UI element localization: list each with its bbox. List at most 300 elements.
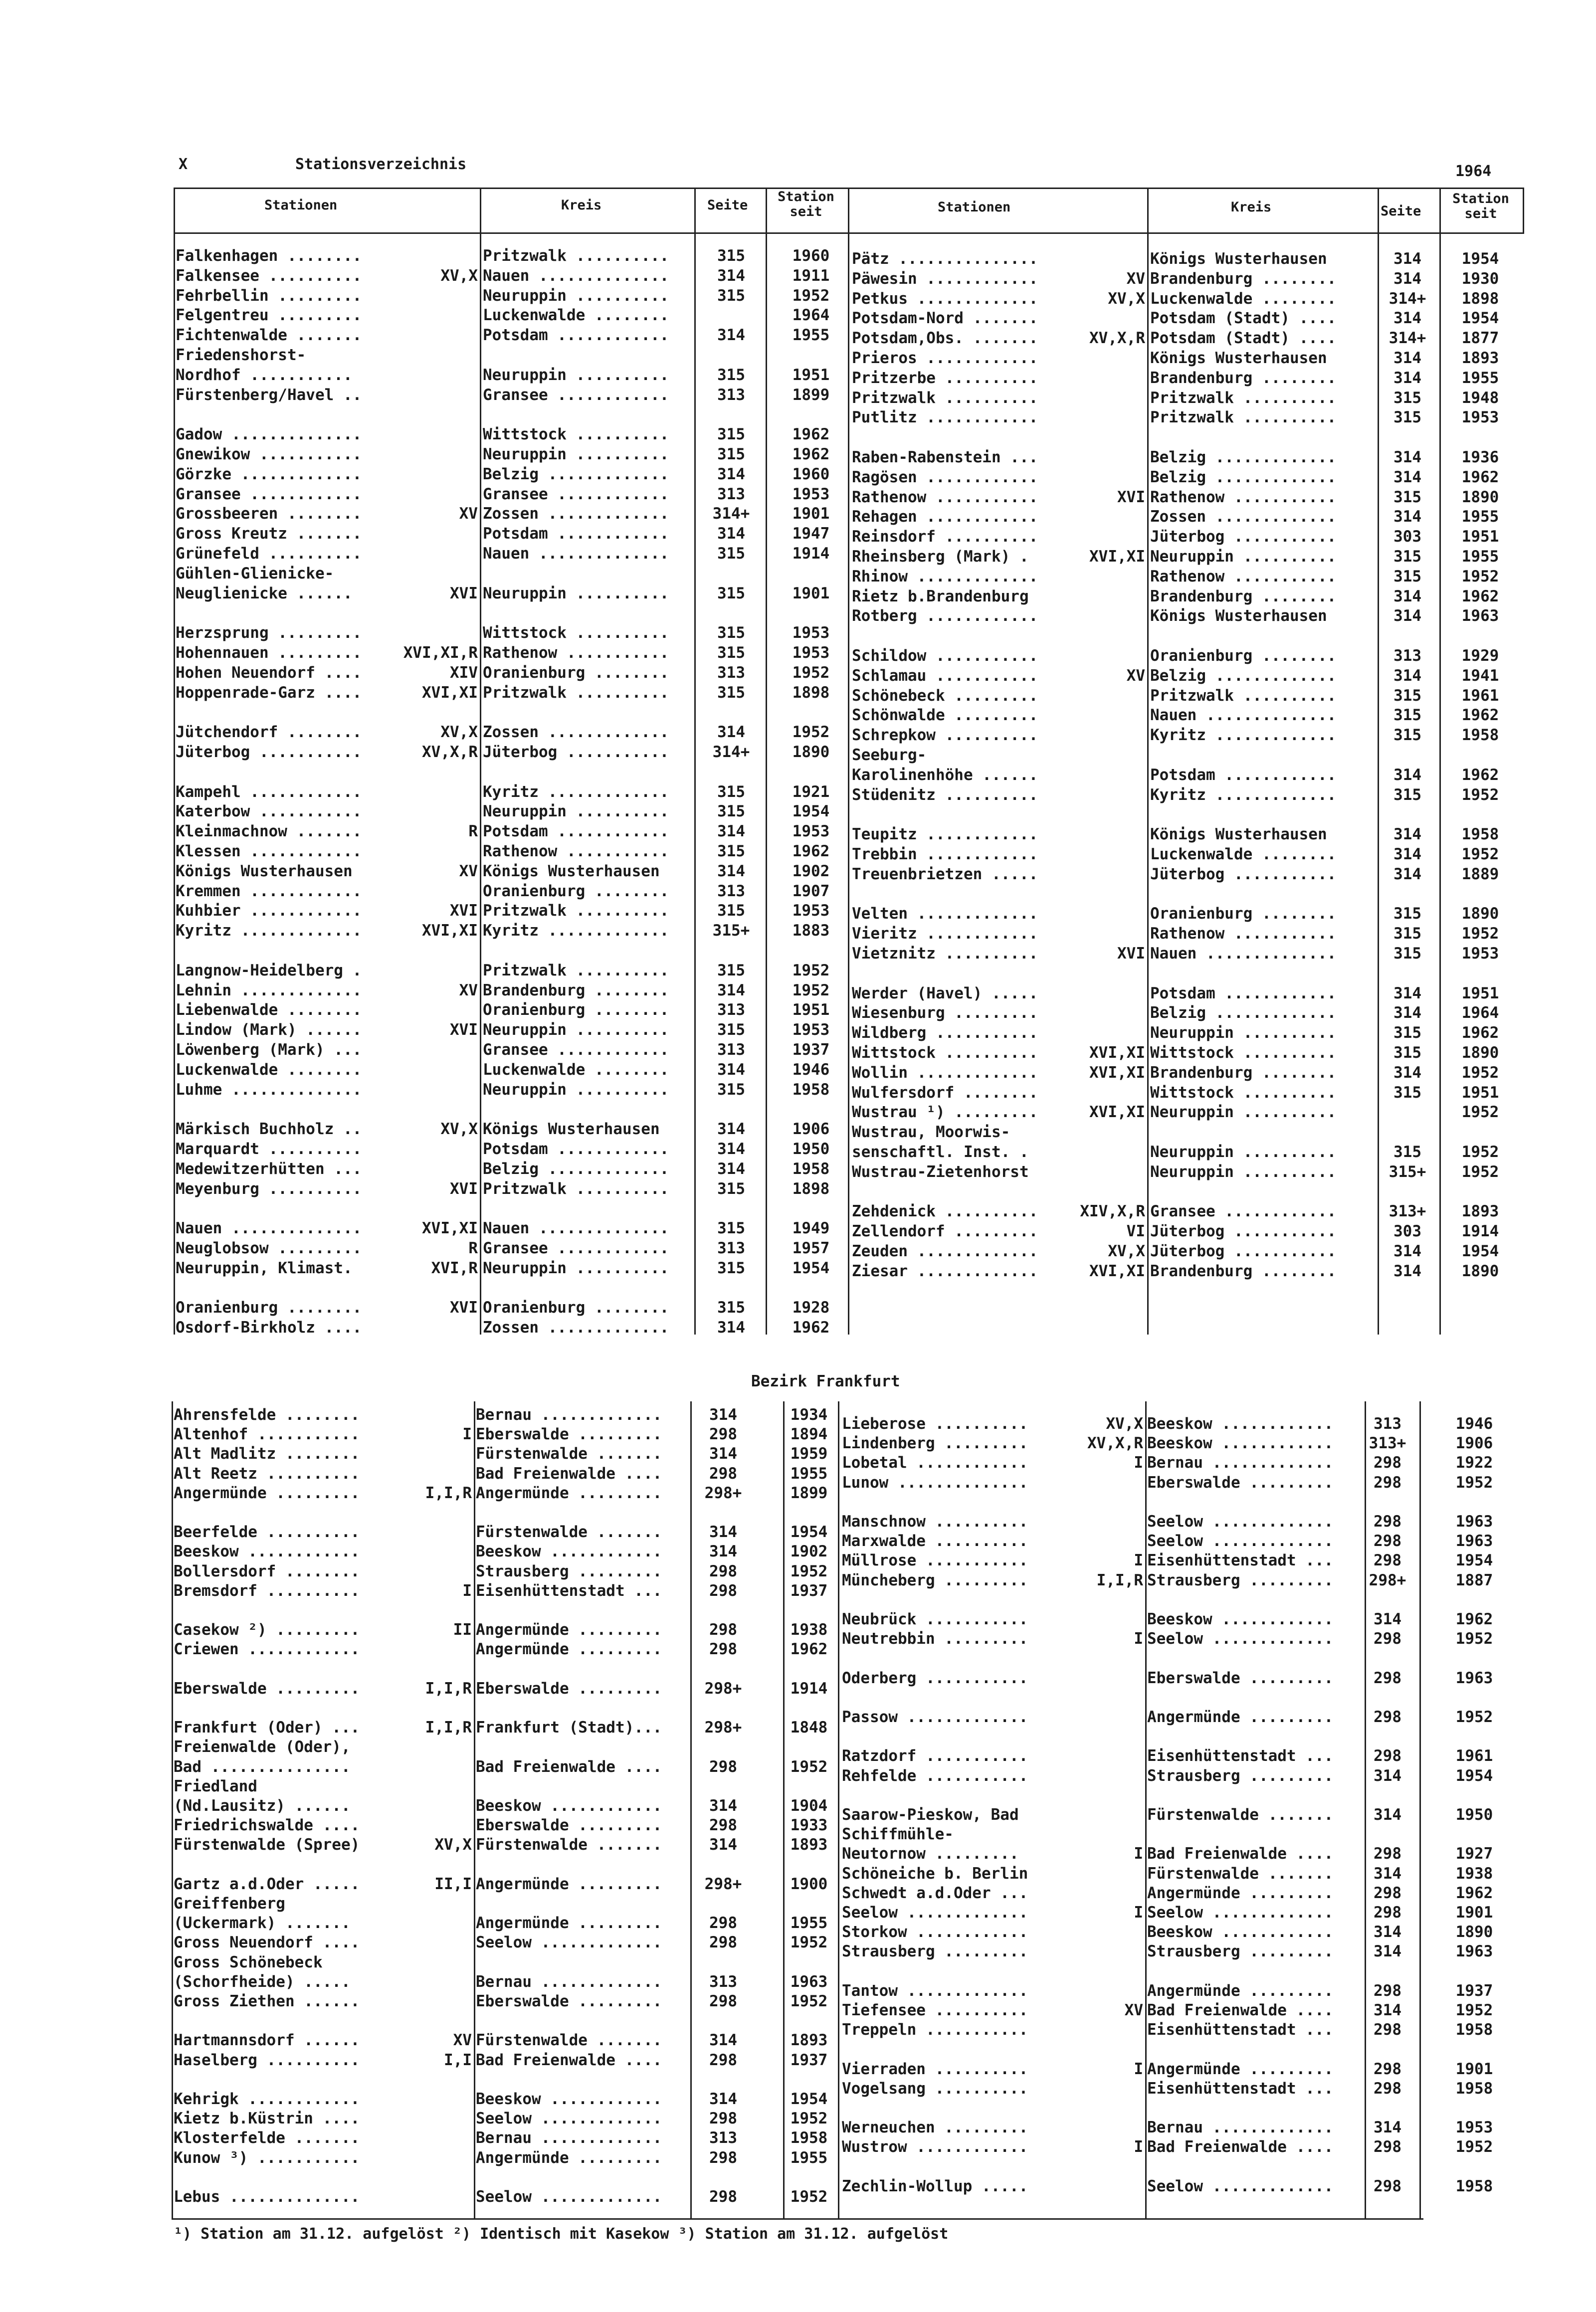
- seit-value: 1921: [792, 782, 830, 801]
- station-code: XV: [453, 2031, 472, 2050]
- seit-value: 1953: [1455, 2119, 1493, 2137]
- kreis-name: Zossen .............: [483, 505, 669, 523]
- station-code: XVI,XI: [1089, 1063, 1145, 1082]
- seite-value: 315: [717, 1299, 745, 1317]
- kreis-name: Brandenburg ........: [1150, 369, 1337, 387]
- seite-value: 314: [1394, 269, 1421, 288]
- kreis-name: Neuruppin ..........: [483, 286, 669, 305]
- kreis-name: Seelow .............: [1147, 1630, 1334, 1648]
- kreis-name: Neuruppin ..........: [483, 584, 669, 602]
- seite-value: 315: [717, 445, 745, 463]
- seit-value: 1954: [792, 1259, 830, 1277]
- kreis-name: Gransee ............: [483, 1041, 669, 1059]
- seite-value: 298: [1374, 1513, 1401, 1531]
- seit-value: 1954: [1461, 250, 1499, 268]
- station-name: Luckenwalde ........: [176, 1060, 362, 1079]
- station-code: XVI: [450, 1021, 478, 1039]
- seite-value: 315: [717, 644, 745, 662]
- station-name: Langnow-Heidelberg .: [176, 961, 362, 979]
- seite-value: 314: [1394, 1063, 1421, 1082]
- seit-value: 1934: [790, 1406, 828, 1424]
- kreis-name: Kyritz .............: [1150, 785, 1337, 804]
- seite-value: 314: [1394, 587, 1421, 605]
- table-row: [0, 1590, 1596, 1609]
- station-code: II: [453, 1621, 472, 1639]
- kreis-name: Brandenburg ........: [1150, 1063, 1337, 1082]
- station-name: Schiffmühle-: [842, 1825, 954, 1844]
- seit-value: 1954: [1455, 1766, 1493, 1785]
- station-code: XVI: [450, 1179, 478, 1198]
- seit-value: 1954: [1461, 1242, 1499, 1260]
- seite-value: 313+: [1369, 1434, 1406, 1453]
- station-code: XV: [459, 862, 478, 880]
- seit-value: 1952: [790, 1992, 828, 2010]
- station-name: Storkow ............: [842, 1923, 1028, 1941]
- seite-value: 315+: [1389, 1162, 1426, 1181]
- seite-value: 298: [709, 1464, 737, 1483]
- station-name: Passow .............: [842, 1708, 1028, 1726]
- seit-value: 1962: [1455, 1884, 1493, 1902]
- seite-value: 314: [709, 1523, 737, 1541]
- seit-value: 1951: [1461, 1083, 1499, 1102]
- seite-value: 314: [709, 1836, 737, 1854]
- seit-value: 1963: [1455, 1669, 1493, 1687]
- table-row: [0, 1610, 1596, 1629]
- station-name: Müllrose ...........: [842, 1551, 1028, 1570]
- station-code: I,I,R: [425, 1719, 472, 1737]
- station-name: Herzsprung .........: [176, 624, 362, 642]
- seite-value: 315: [1394, 548, 1421, 566]
- table-row: [0, 1242, 1596, 1261]
- seite-value: 314: [1374, 1923, 1401, 1941]
- seite-value: 303: [1394, 1222, 1421, 1241]
- station-code: XVI: [1117, 488, 1145, 506]
- station-name: Klosterfelde .......: [174, 2129, 360, 2147]
- station-name: Prieros ............: [852, 349, 1038, 367]
- kreis-name: Bad Freienwalde ....: [1147, 2138, 1334, 2156]
- kreis-name: Seelow .............: [476, 2188, 662, 2206]
- kreis-name: Fürstenwalde .......: [476, 2031, 662, 2050]
- kreis-name: Seelow .............: [1147, 2177, 1334, 2195]
- station-code: XV: [1124, 2001, 1143, 2019]
- table-row: [0, 904, 1596, 923]
- seit-value: 1962: [1455, 1610, 1493, 1628]
- station-code: VI: [1126, 1222, 1145, 1241]
- seite-value: 315: [717, 961, 745, 979]
- kreis-name: Bad Freienwalde ....: [476, 1757, 662, 1776]
- seite-value: 315: [717, 902, 745, 920]
- station-name: Gadow ..............: [176, 425, 362, 444]
- table-row: [0, 1512, 1596, 1531]
- kreis-name: Angermünde .........: [476, 2148, 662, 2167]
- seit-value: 1937: [790, 2051, 828, 2069]
- seite-value: 315: [1394, 1083, 1421, 1102]
- seite-value: 315: [1394, 1024, 1421, 1042]
- station-name: Nauen ..............: [176, 1219, 362, 1238]
- seite-value: 313: [717, 1041, 745, 1059]
- table-row: [0, 329, 1596, 348]
- station-code: XV,X,R: [1089, 329, 1145, 348]
- seit-value: 1954: [792, 802, 830, 821]
- kreis-name: Pritzwalk ..........: [483, 247, 669, 265]
- station-name: Rotberg ............: [852, 607, 1038, 625]
- kreis-name: Pritzwalk ..........: [1150, 388, 1337, 407]
- seit-value: 1963: [1455, 1532, 1493, 1550]
- station-code: I: [1134, 1454, 1143, 1472]
- table-row: [0, 468, 1596, 487]
- table-row: [0, 249, 1596, 268]
- station-name: Kehrigk ............: [174, 2090, 360, 2108]
- station-name: Velten .............: [852, 905, 1038, 923]
- seit-value: 1887: [1455, 1571, 1493, 1589]
- station-name: Päwesin ............: [852, 269, 1038, 288]
- table-row: [0, 1571, 1596, 1590]
- kreis-name: Rathenow ...........: [483, 644, 669, 662]
- seit-value: 1894: [790, 1425, 828, 1444]
- seit-value: 1958: [792, 1080, 830, 1099]
- seit-value: 1953: [1461, 945, 1499, 963]
- kreis-name: Pritzwalk ..........: [1150, 686, 1337, 705]
- table-row: [0, 1262, 1596, 1281]
- seit-value: 1951: [792, 366, 830, 384]
- table-row: [0, 626, 1596, 645]
- kreis-name: Luckenwalde ........: [1150, 845, 1337, 863]
- col-header-stationen-left: Stationen: [264, 197, 338, 213]
- seite-value: 298+: [704, 1484, 742, 1502]
- seite-value: 314: [1394, 468, 1421, 486]
- kreis-name: Angermünde .........: [476, 1914, 662, 1932]
- station-name: Falkenhagen ........: [176, 247, 362, 265]
- station-name: Schönwalde .........: [852, 706, 1038, 725]
- seite-value: 315: [717, 286, 745, 305]
- seite-value: 314: [1394, 666, 1421, 685]
- station-name: Neutornow .........: [842, 1845, 1019, 1863]
- seite-value: 314+: [1389, 329, 1426, 348]
- seit-value: 1890: [1461, 905, 1499, 923]
- station-name: Grünefeld ..........: [176, 545, 362, 563]
- seit-value: 1927: [1455, 1845, 1493, 1863]
- seite-value: 314: [1374, 1806, 1401, 1824]
- seit-value: 1948: [1461, 388, 1499, 407]
- seite-value: 298+: [704, 1719, 742, 1737]
- station-name: Vierraden ..........: [842, 2060, 1028, 2078]
- table-row: [0, 2060, 1596, 2079]
- kreis-name: Königs Wusterhausen: [1150, 825, 1327, 844]
- table-row: [0, 1844, 1596, 1863]
- table-row: [0, 1318, 1596, 1337]
- station-name: Wollin .............: [852, 1063, 1038, 1082]
- seite-value: 315+: [712, 922, 750, 940]
- seite-value: 314: [717, 723, 745, 742]
- seite-value: 314: [1374, 2001, 1401, 2019]
- seite-value: 313: [709, 1972, 737, 1991]
- seit-value: 1906: [792, 1120, 830, 1139]
- seit-value: 1953: [792, 822, 830, 841]
- seite-value: 298: [1374, 1669, 1401, 1687]
- station-name: Zeuden .............: [852, 1242, 1038, 1260]
- kreis-name: Eberswalde .........: [1147, 1669, 1334, 1687]
- seite-value: 315: [717, 584, 745, 602]
- table-row: [0, 1864, 1596, 1883]
- seite-value: 314+: [712, 505, 750, 523]
- seite-value: 315: [1394, 785, 1421, 804]
- seite-value: 315: [1394, 388, 1421, 407]
- seite-value: 314: [717, 862, 745, 880]
- station-code: XV,X: [440, 723, 478, 742]
- seite-value: 298: [1374, 2079, 1401, 2098]
- station-name: Lindow (Mark) ......: [176, 1021, 362, 1039]
- station-code: I,I,R: [425, 1484, 472, 1502]
- kreis-name: Wittstock ..........: [1150, 1044, 1337, 1062]
- station-name: Kleinmachnow .......: [176, 822, 362, 841]
- seite-value: 313: [717, 385, 745, 404]
- station-name: Alt Reetz ..........: [174, 1464, 360, 1483]
- seite-value: 298: [709, 2148, 737, 2167]
- seite-value: 314: [1394, 984, 1421, 1002]
- station-code: I: [462, 1581, 472, 1600]
- station-name: Saarow-Pieskow, Bad: [842, 1806, 1019, 1824]
- kreis-name: Pritzwalk ..........: [1150, 408, 1337, 427]
- kreis-name: Potsdam ............: [483, 326, 669, 345]
- kreis-name: Beeskow ............: [476, 1797, 662, 1815]
- station-code: I: [1134, 1845, 1143, 1863]
- station-code: XVI,XI: [1089, 1262, 1145, 1280]
- seit-value: 1962: [1461, 587, 1499, 605]
- seit-value: 1962: [1461, 766, 1499, 784]
- kreis-name: Eberswalde .........: [1147, 1473, 1334, 1492]
- station-name: Ragösen ............: [852, 468, 1038, 486]
- station-name: Lehnin .............: [176, 981, 362, 999]
- table-row: [0, 2137, 1596, 2156]
- table-row: [0, 1786, 1596, 1805]
- station-code: XV,X,R: [1087, 1434, 1143, 1453]
- table-row: [0, 1551, 1596, 1570]
- station-name: Katerbow ...........: [176, 802, 362, 821]
- col-header-kreis-left: Kreis: [561, 197, 602, 213]
- kreis-name: Eisenhüttenstadt ...: [1147, 2021, 1334, 2039]
- station-name: senschaftl. Inst. .: [852, 1143, 1029, 1161]
- station-name: Greiffenberg: [174, 1895, 285, 1913]
- seit-value: 1964: [1461, 1004, 1499, 1022]
- seit-value: 1952: [1455, 1708, 1493, 1726]
- kreis-name: Strausberg .........: [1147, 1571, 1334, 1589]
- station-name: Jüterbog ...........: [176, 743, 362, 761]
- table-row: [0, 567, 1596, 586]
- kreis-name: Nauen ..............: [483, 545, 669, 563]
- seit-value: 1961: [1461, 686, 1499, 705]
- kreis-name: Gransee ............: [483, 485, 669, 503]
- station-code: R: [468, 822, 478, 841]
- seite-value: 314: [1394, 766, 1421, 784]
- station-name: Friedland: [174, 1777, 257, 1795]
- seit-value: 1952: [1461, 1103, 1499, 1122]
- seite-value: 298: [1374, 1630, 1401, 1648]
- station-name: Treuenbrietzen .....: [852, 865, 1038, 883]
- seit-value: 1952: [792, 663, 830, 682]
- seite-value: 298: [1374, 2177, 1401, 2195]
- table-row: [0, 1473, 1596, 1492]
- table-row: [0, 1222, 1596, 1241]
- table-row: [0, 488, 1596, 507]
- seite-value: 314: [717, 1159, 745, 1178]
- kreis-name: Neuruppin ..........: [483, 1259, 669, 1277]
- kreis-name: Potsdam ............: [1150, 984, 1337, 1002]
- station-code: XIV: [450, 663, 478, 682]
- kreis-name: Königs Wusterhausen: [1150, 349, 1327, 367]
- seit-value: 1898: [792, 1179, 830, 1198]
- seite-value: 298: [709, 1757, 737, 1776]
- seit-value: 1898: [792, 683, 830, 702]
- seite-value: 298: [1374, 1884, 1401, 1902]
- seite-value: 298: [709, 1562, 737, 1580]
- seite-value: 298: [1374, 1454, 1401, 1472]
- seite-value: 315: [717, 802, 745, 821]
- kreis-name: Wittstock ..........: [483, 624, 669, 642]
- seite-value: 315: [1394, 726, 1421, 745]
- table-row: [0, 984, 1596, 1003]
- seite-value: 315: [717, 624, 745, 642]
- station-code: I: [1134, 2060, 1143, 2078]
- seite-value: 313: [1374, 1415, 1401, 1433]
- kreis-name: Luckenwalde ........: [1150, 289, 1337, 308]
- table-row: [0, 845, 1596, 864]
- seite-value: 314: [717, 1319, 745, 1337]
- station-name: Hohen Neuendorf ....: [176, 663, 362, 682]
- kreis-name: Eisenhüttenstadt ...: [1147, 1747, 1334, 1765]
- seite-value: 315: [1394, 1143, 1421, 1161]
- seite-value: 314: [717, 1120, 745, 1139]
- station-name: Kyritz .............: [176, 922, 362, 940]
- seit-value: 1963: [1455, 1513, 1493, 1531]
- station-name: Ahrensfelde ........: [174, 1406, 360, 1424]
- station-name: Angermünde .........: [174, 1484, 360, 1502]
- table-row: [0, 2040, 1596, 2059]
- seit-value: 1958: [1455, 2079, 1493, 2098]
- table-row: [0, 1063, 1596, 1082]
- kreis-name: Bad Freienwalde ....: [476, 2051, 662, 2069]
- kreis-name: Neuruppin ..........: [483, 802, 669, 821]
- table-row: [0, 1123, 1596, 1142]
- table-row: [0, 408, 1596, 427]
- station-name: Reinsdorf ..........: [852, 528, 1038, 546]
- table-row: [0, 2157, 1596, 2176]
- kreis-name: Neuruppin ..........: [483, 445, 669, 463]
- table-row: [0, 289, 1596, 308]
- kreis-name: Jüterbog ...........: [1150, 528, 1337, 546]
- seite-value: 298: [709, 1640, 737, 1659]
- table-row: [0, 1162, 1596, 1181]
- kreis-name: Brandenburg ........: [1150, 269, 1337, 288]
- table-row: [0, 1708, 1596, 1727]
- seite-value: 314: [709, 1797, 737, 1815]
- seit-value: 1958: [792, 1159, 830, 1178]
- kreis-name: Jüterbog ...........: [1150, 1222, 1337, 1241]
- station-name: Neuglobsow .........: [176, 1239, 362, 1257]
- kreis-name: Angermünde .........: [476, 1621, 662, 1639]
- seit-value: 1953: [792, 644, 830, 662]
- table-row: [0, 606, 1596, 625]
- station-code: XV: [1126, 666, 1145, 685]
- station-name: Gühlen-Glienicke-: [176, 564, 334, 582]
- station-name: Friedrichswalde ....: [174, 1816, 360, 1835]
- seite-value: 314: [717, 1140, 745, 1158]
- table-row: [0, 865, 1596, 884]
- kreis-name: Jüterbog ...........: [483, 743, 669, 761]
- seite-value: 315: [717, 366, 745, 384]
- kreis-name: Neuruppin ..........: [483, 1080, 669, 1099]
- station-code: I: [1134, 1551, 1143, 1570]
- table-row: [0, 1884, 1596, 1903]
- station-code: XV,X: [440, 266, 478, 285]
- station-code: XIV,X,R: [1080, 1202, 1145, 1221]
- station-name: (Schorfheide) .....: [174, 1972, 351, 1991]
- seit-value: 1959: [790, 1445, 828, 1463]
- seit-value: 1901: [792, 505, 830, 523]
- table-row: [0, 1083, 1596, 1102]
- table-row: [0, 1727, 1596, 1746]
- seit-value: 1914: [792, 545, 830, 563]
- seit-value: 1952: [1455, 1630, 1493, 1648]
- kreis-name: Wittstock ..........: [1150, 1083, 1337, 1102]
- kreis-name: Eisenhüttenstadt ...: [476, 1581, 662, 1600]
- table-row: [0, 1143, 1596, 1161]
- table-row: [0, 785, 1596, 804]
- station-name: Oranienburg ........: [176, 1299, 362, 1317]
- station-code: XVI: [450, 902, 478, 920]
- station-name: Treppeln ...........: [842, 2021, 1028, 2039]
- seit-value: 1936: [1461, 448, 1499, 466]
- station-name: Neuglienicke ......: [176, 584, 353, 602]
- kreis-name: Brandenburg ........: [1150, 1262, 1337, 1280]
- seit-value: 1893: [1461, 349, 1499, 367]
- station-code: XVI: [1117, 945, 1145, 963]
- kreis-name: Strausberg .........: [1147, 1942, 1334, 1961]
- seite-value: 315: [717, 842, 745, 860]
- seit-value: 1890: [792, 743, 830, 761]
- table-row: [0, 1629, 1596, 1648]
- kreis-name: Pritzwalk ..........: [483, 683, 669, 702]
- seite-value: 315: [1394, 567, 1421, 585]
- seite-value: 314: [1374, 1766, 1401, 1785]
- kreis-name: Pritzwalk ..........: [483, 961, 669, 979]
- seite-value: 298: [1374, 2138, 1401, 2156]
- kreis-name: Bernau .............: [476, 2129, 662, 2147]
- seit-value: 1907: [792, 882, 830, 900]
- seit-value: 1937: [1455, 1981, 1493, 2000]
- table-row: [0, 2001, 1596, 2020]
- station-name: Potsdam-Nord .......: [852, 309, 1038, 328]
- table-row: [0, 726, 1596, 745]
- seit-value: 1951: [1461, 984, 1499, 1002]
- station-name: Seeburg-: [852, 746, 927, 764]
- seit-value: 1962: [1461, 468, 1499, 486]
- kreis-name: Belzig .............: [1150, 1004, 1337, 1022]
- seit-value: 1928: [792, 1299, 830, 1317]
- table-row: [0, 1766, 1596, 1785]
- seit-value: 1938: [790, 1621, 828, 1639]
- seit-value: 1961: [1455, 1747, 1493, 1765]
- station-name: Raben-Rabenstein ...: [852, 448, 1038, 466]
- seit-value: 1958: [1455, 2021, 1493, 2039]
- seit-value: 1952: [792, 961, 830, 979]
- station-name: Löwenberg (Mark) ...: [176, 1041, 362, 1059]
- station-name: Vogelsang ..........: [842, 2079, 1028, 2098]
- station-name: (Uckermark) .......: [174, 1914, 351, 1932]
- kreis-name: Seelow .............: [476, 2110, 662, 2128]
- station-name: Gross Kreutz .......: [176, 525, 362, 543]
- seit-value: 1952: [792, 981, 830, 999]
- table-row: [0, 1805, 1596, 1824]
